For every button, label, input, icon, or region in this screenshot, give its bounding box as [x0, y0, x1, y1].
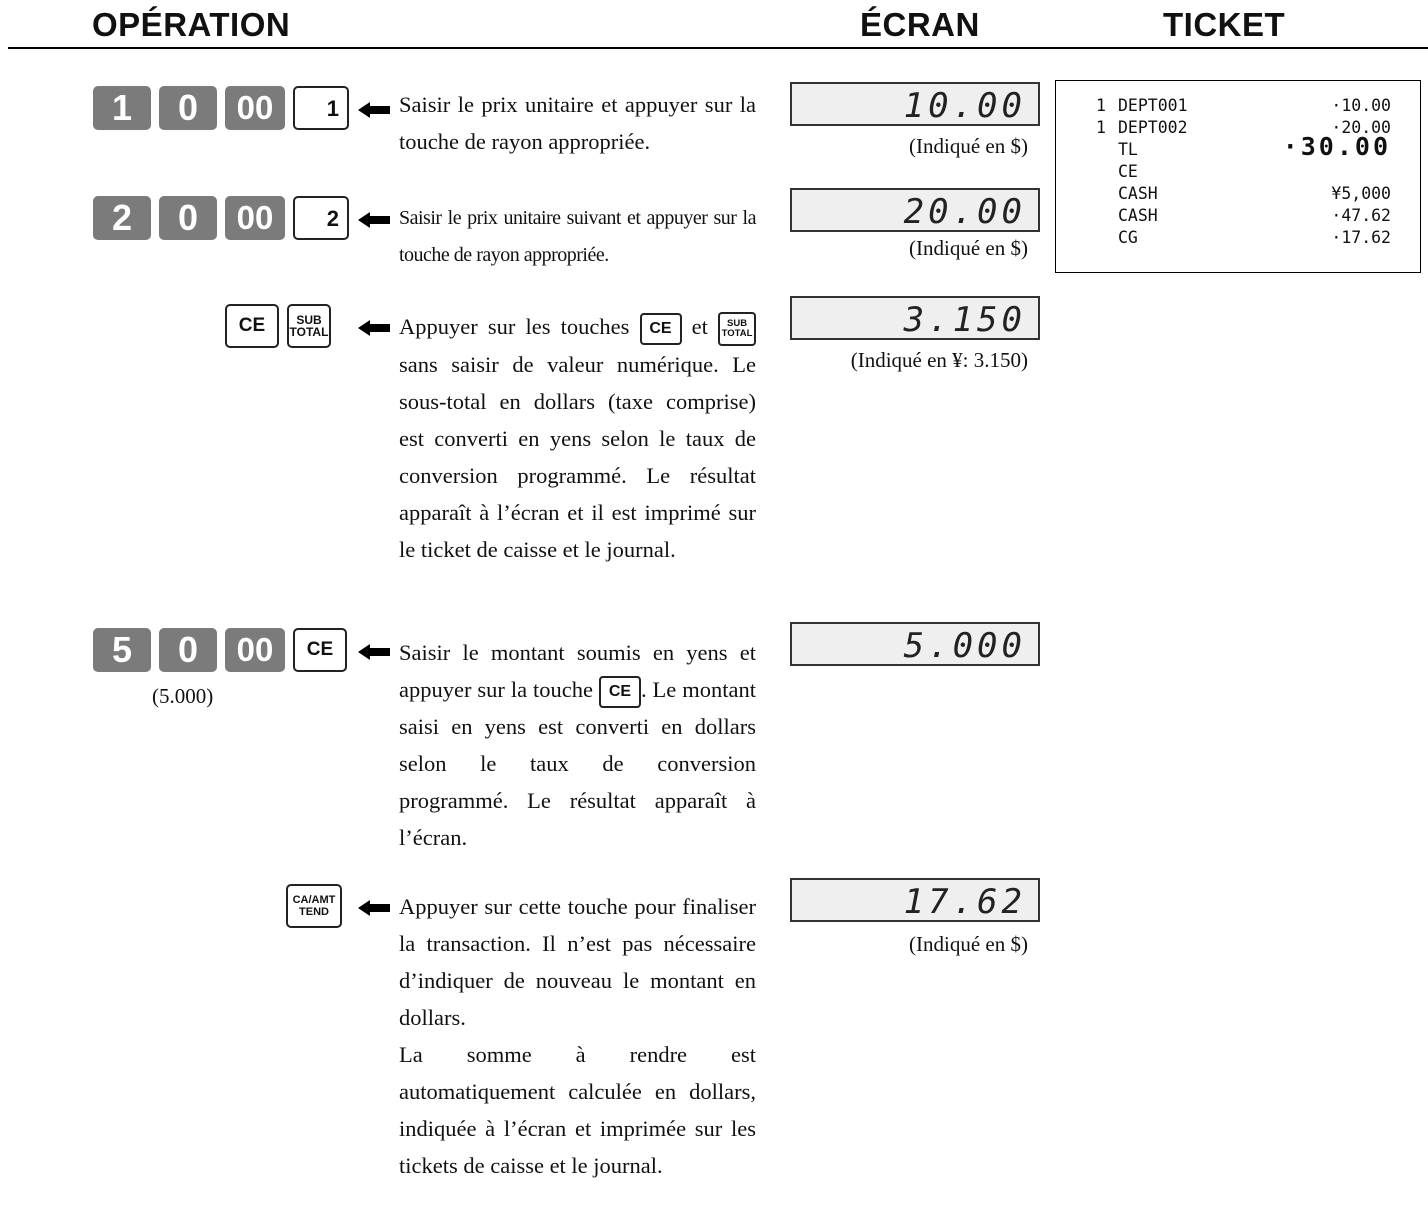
step-description: Saisir le montant soumis en yens et appuyer sur la touche CE . Le montant saisi en yens est converti en dollars selon le taux de conversion programmé. Le résultat apparaît à l’écran.	[399, 640, 756, 850]
cash-amt-tend-key: CA/AMT TEND	[286, 884, 342, 928]
display-note: (Indiqué en $)	[909, 134, 1028, 158]
ce-key: CE	[225, 304, 279, 348]
ce-key-inline: CE	[599, 676, 641, 708]
key-1: 1	[93, 86, 151, 130]
step-description: Saisir le prix unitaire et appuyer sur la touche de rayon appropriée.	[399, 92, 756, 154]
key-00: 00	[225, 196, 285, 240]
arrow-left-icon	[358, 212, 390, 228]
display-screen: 3.150	[790, 296, 1040, 340]
key-2: 2	[93, 196, 151, 240]
key-0: 0	[159, 628, 217, 672]
key-sequence	[93, 86, 349, 130]
header-operation: OPÉRATION	[92, 6, 291, 43]
arrow-left-icon	[358, 102, 390, 118]
key-0: 0	[159, 196, 217, 240]
ce-key-inline: CE	[640, 313, 682, 345]
key-sequence	[93, 628, 347, 672]
ce-key: CE	[293, 628, 347, 672]
subtotal-key: SUB TOTAL	[287, 304, 331, 348]
key-5: 5	[93, 628, 151, 672]
key-00: 00	[225, 628, 285, 672]
key-sequence	[286, 884, 342, 928]
arrow-left-icon	[358, 644, 390, 660]
arrow-left-icon	[358, 900, 390, 916]
key-sequence	[93, 196, 349, 240]
dept-key-1: 1	[293, 86, 349, 130]
subtotal-key-inline: SUB TOTAL	[718, 312, 756, 346]
display-screen: 17.62	[790, 878, 1040, 922]
step-description: Appuyer sur les touches CE et SUB TOTAL sans saisir de valeur numérique. Le sous-total en dollars (taxe comprise) est converti en yens selon le taux de conversion programmé. Le résultat apparaît à l’écran et il est imprimé sur le ticket de caisse et le journal.	[399, 308, 756, 568]
key-entry-value: (5.000)	[152, 684, 214, 708]
arrow-left-icon	[358, 320, 390, 336]
key-sequence	[225, 304, 331, 348]
display-screen: 20.00	[790, 188, 1040, 232]
header-ticket: TICKET	[1163, 6, 1286, 43]
header-screen: ÉCRAN	[860, 6, 980, 43]
step-description: Appuyer sur cette touche pour finaliser la transaction. Il n’est pas nécessaire d’indiquer de nouveau le montant en dollars. La somme à rendre est automatiquement calculée en dollars, indiquée à l’écran et imprimée sur les tickets de caisse et le journal.	[399, 894, 756, 1178]
display-note: (Indiqué en $)	[909, 236, 1028, 260]
display-screen: 10.00	[790, 82, 1040, 126]
display-note: (Indiqué en ¥: 3.150)	[850, 348, 1028, 372]
display-note: (Indiqué en $)	[909, 932, 1028, 956]
dept-key-2: 2	[293, 196, 349, 240]
key-00: 00	[225, 86, 285, 130]
step-description: Saisir le prix unitaire suivant et appuyer sur la touche de rayon appropriée.	[399, 207, 756, 266]
header-rule	[8, 47, 1428, 49]
receipt: 1 DEPT001 ·10.00 1 DEPT002 ·20.00 TL ·30.00 CE CASH ¥5,000 CASH ·47.62 CG ·17.62	[1055, 80, 1421, 273]
key-0: 0	[159, 86, 217, 130]
display-screen: 5.000	[790, 622, 1040, 666]
